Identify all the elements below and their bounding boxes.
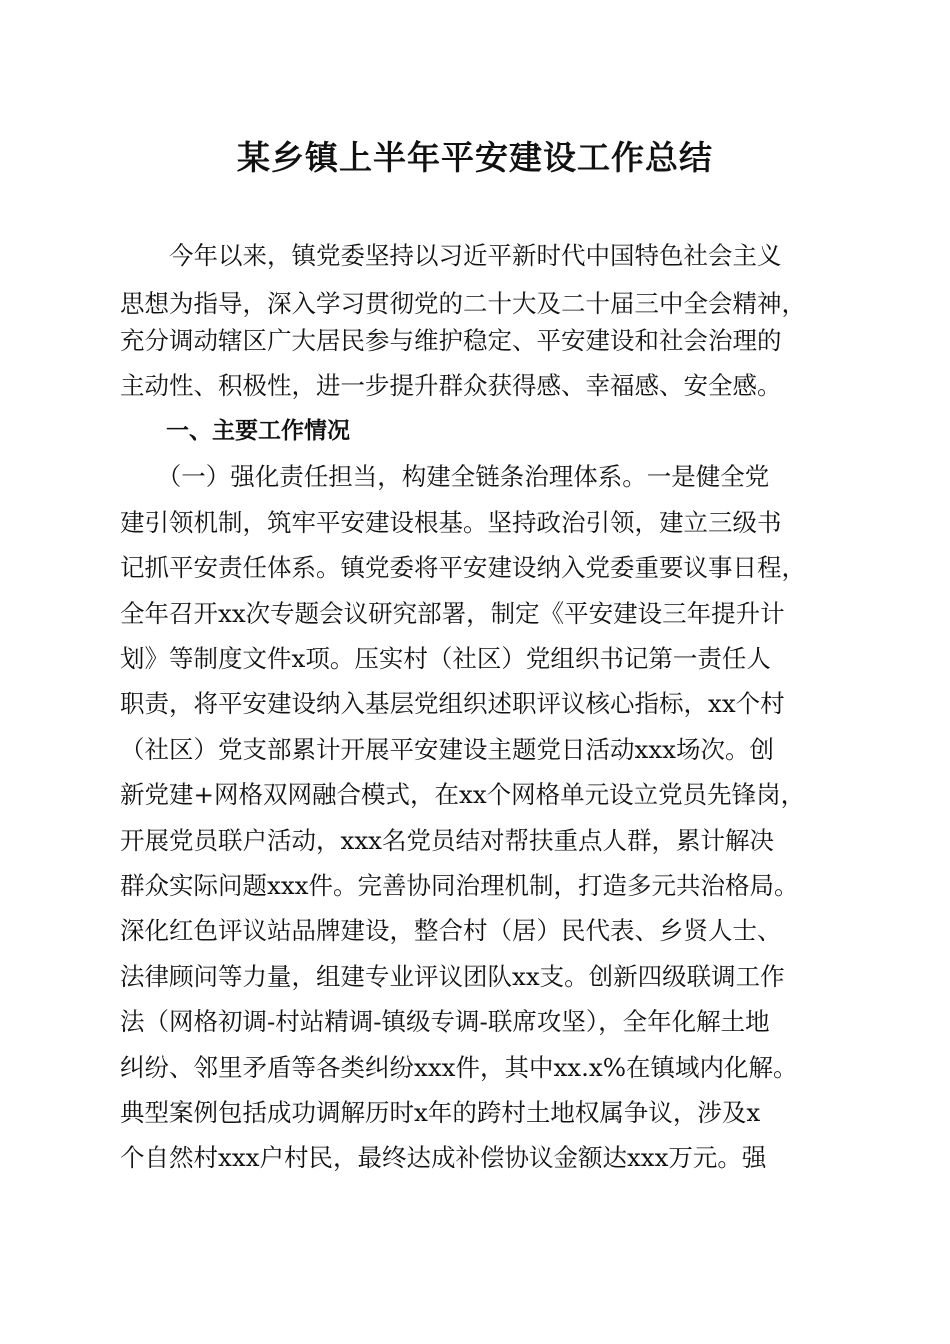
body-line: 记抓平安责任体系。镇党委将平安建设纳入党委重要议事日程， [120, 553, 806, 582]
intro-line: 充分调动辖区广大居民参与维护稳定、平安建设和社会治理的 [120, 326, 782, 355]
body-line: 典型案例包括成功调解历时x年的跨村土地权属争议，涉及x [120, 1098, 761, 1127]
body-line: 职责，将平安建设纳入基层党组织述职评议核心指标，xx个村 [120, 689, 785, 718]
body-line: 深化红色评议站品牌建设，整合村（居）民代表、乡贤人士、 [120, 916, 782, 945]
body-line: （社区）党支部累计开展平安建设主题党日活动xxx场次。创 [120, 735, 774, 764]
body-line: 法律顾问等力量，组建专业评议团队xx支。创新四级联调工作 [120, 962, 785, 991]
body-line: （一）强化责任担当，构建全链条治理体系。一是健全党 [120, 462, 770, 491]
body-line: 纠纷、邻里矛盾等各类纠纷xxx件，其中xx.x%在镇域内化解。 [120, 1053, 798, 1082]
body-line: 新党建+网格双网融合模式，在xx个网格单元设立党员先锋岗， [120, 780, 806, 809]
body-line: 建引领机制，筑牢平安建设根基。坚持政治引领，建立三级书 [120, 508, 782, 537]
body-line: 个自然村xxx户村民，最终达成补偿协议金额达xxx万元。强 [120, 1143, 767, 1172]
document-title: 某乡镇上半年平安建设工作总结 [237, 138, 713, 177]
intro-line: 思想为指导，深入学习贯彻党的二十大及二十届三中全会精神， [120, 289, 806, 318]
body-line: 法（网格初调-村站精调-镇级专调-联席攻坚），全年化解土地 [120, 1007, 770, 1036]
body-line: 开展党员联户活动，xxx名党员结对帮扶重点人群，累计解决 [120, 826, 774, 855]
section-heading: 一、主要工作情况 [120, 418, 350, 444]
intro-line: 今年以来，镇党委坚持以习近平新时代中国特色社会主义 [120, 241, 782, 270]
intro-line: 主动性、积极性，进一步提升群众获得感、幸福感、安全感。 [120, 371, 782, 400]
body-line: 群众实际问题xxx件。完善协同治理机制，打造多元共治格局。 [120, 871, 799, 900]
body-line: 划》等制度文件x项。压实村（社区）党组织书记第一责任人 [120, 644, 771, 673]
body-line: 全年召开xx次专题会议研究部署，制定《平安建设三年提升计 [120, 599, 785, 628]
